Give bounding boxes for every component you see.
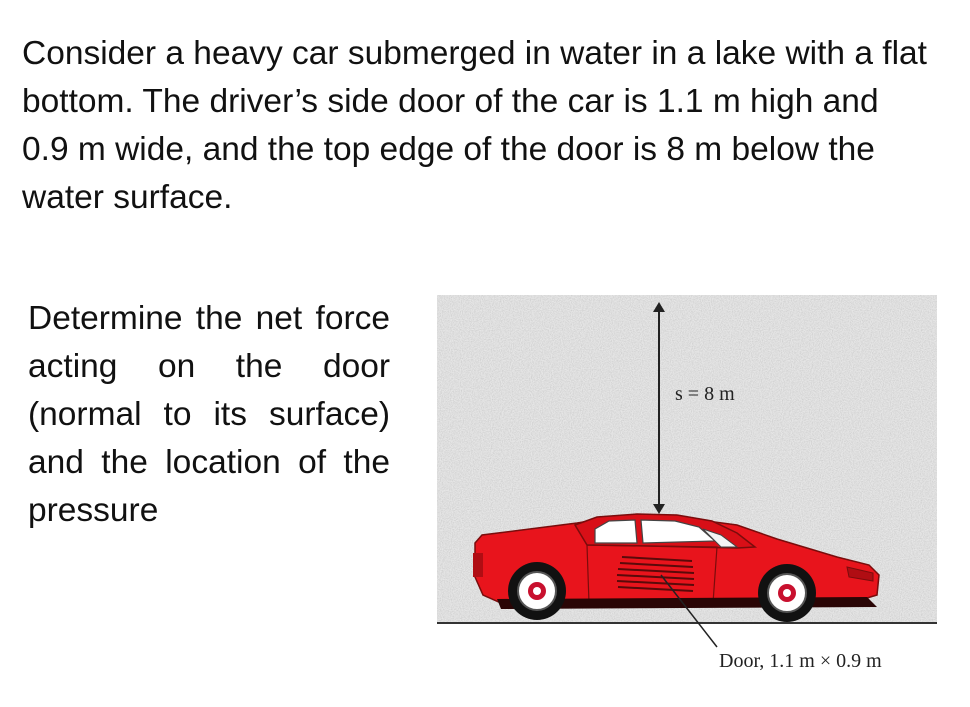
front-wheel: [758, 564, 816, 622]
question-text: Determine the net force acting on the door (normal to its surface) and the location of the pressure: [28, 300, 390, 529]
problem-statement: Consider a heavy car submerged in water in a lake with a flat bottom. The driver’s side door of the car is 1.1 m high and 0.9 m wide, and the top edge of the door is 8 m below the water surface.: [22, 35, 927, 216]
depth-label: s = 8 m: [675, 383, 735, 405]
rear-wheel: [508, 562, 566, 620]
car-figure: [437, 295, 937, 695]
door-label: Door, 1.1 m × 0.9 m: [719, 650, 882, 672]
